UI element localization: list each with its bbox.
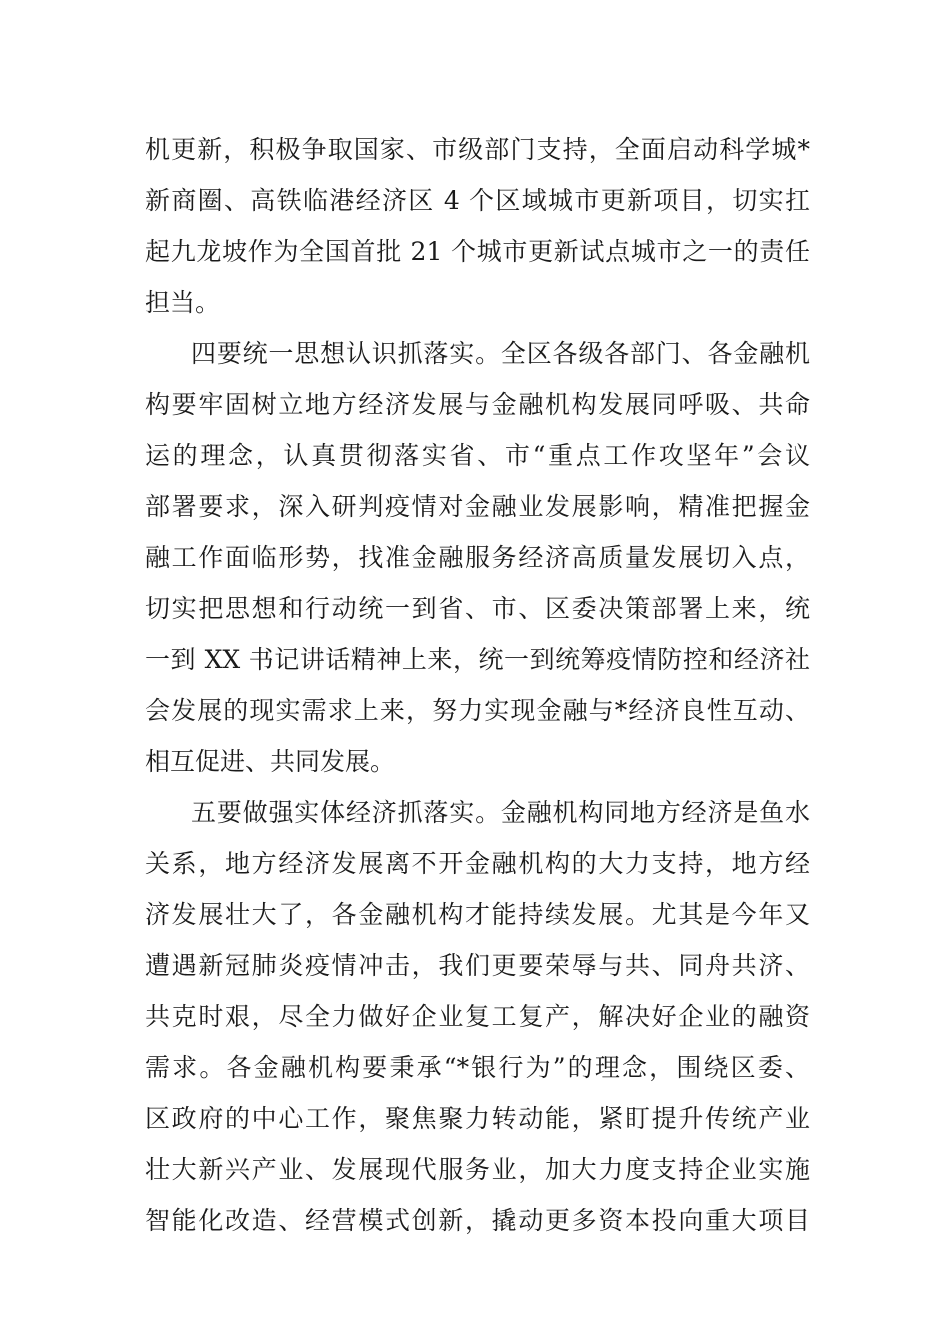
text-line: 切实把思想和行动统一到省、市、区委决策部署上来，统 [145,594,810,623]
text-line: 构要牢固树立地方经济发展与金融机构发展同呼吸、共命 [145,390,810,419]
text-line: 壮大新兴产业、发展现代服务业，加大力度支持企业实施 [145,1155,810,1184]
paragraph-start-line: 五要做强实体经济抓落实。金融机构同地方经济是鱼水 [191,798,810,827]
paragraph-start-line: 四要统一思想认识抓落实。全区各级各部门、各金融机 [191,339,810,368]
text-line: 关系，地方经济发展离不开金融机构的大力支持，地方经 [145,849,810,878]
text-line: 一到 XX 书记讲话精神上来，统一到统筹疫情防控和经济社 [145,645,810,674]
text-line: 遭遇新冠肺炎疫情冲击，我们更要荣辱与共、同舟共济、 [145,951,810,980]
text-line: 机更新，积极争取国家、市级部门支持，全面启动科学城* [145,135,810,164]
text-line: 需求。各金融机构要秉承“*银行为”的理念，围绕区委、 [145,1053,810,1082]
text-line: 会发展的现实需求上来，努力实现金融与*经济良性互动、 [145,696,810,725]
text-line: 区政府的中心工作，聚焦聚力转动能，紧盯提升传统产业 [145,1104,810,1133]
text-line: 起九龙坡作为全国首批 21 个城市更新试点城市之一的责任 [145,237,810,266]
text-line: 部署要求，深入研判疫情对金融业发展影响，精准把握金 [145,492,810,521]
text-line: 相互促进、共同发展。 [145,747,396,776]
text-line: 智能化改造、经营模式创新，撬动更多资本投向重大项目 [145,1206,810,1235]
body-text [145,124,810,1246]
text-line: 融工作面临形势，找准金融服务经济高质量发展切入点， [145,543,810,572]
text-line: 运的理念，认真贯彻落实省、市“重点工作攻坚年”会议 [145,441,810,470]
text-line: 新商圈、高铁临港经济区 4 个区域城市更新项目，切实扛 [145,186,810,215]
text-line: 担当。 [145,288,221,317]
text-line: 济发展壮大了，各金融机构才能持续发展。尤其是今年又 [145,900,810,929]
text-line: 共克时艰，尽全力做好企业复工复产，解决好企业的融资 [145,1002,810,1031]
